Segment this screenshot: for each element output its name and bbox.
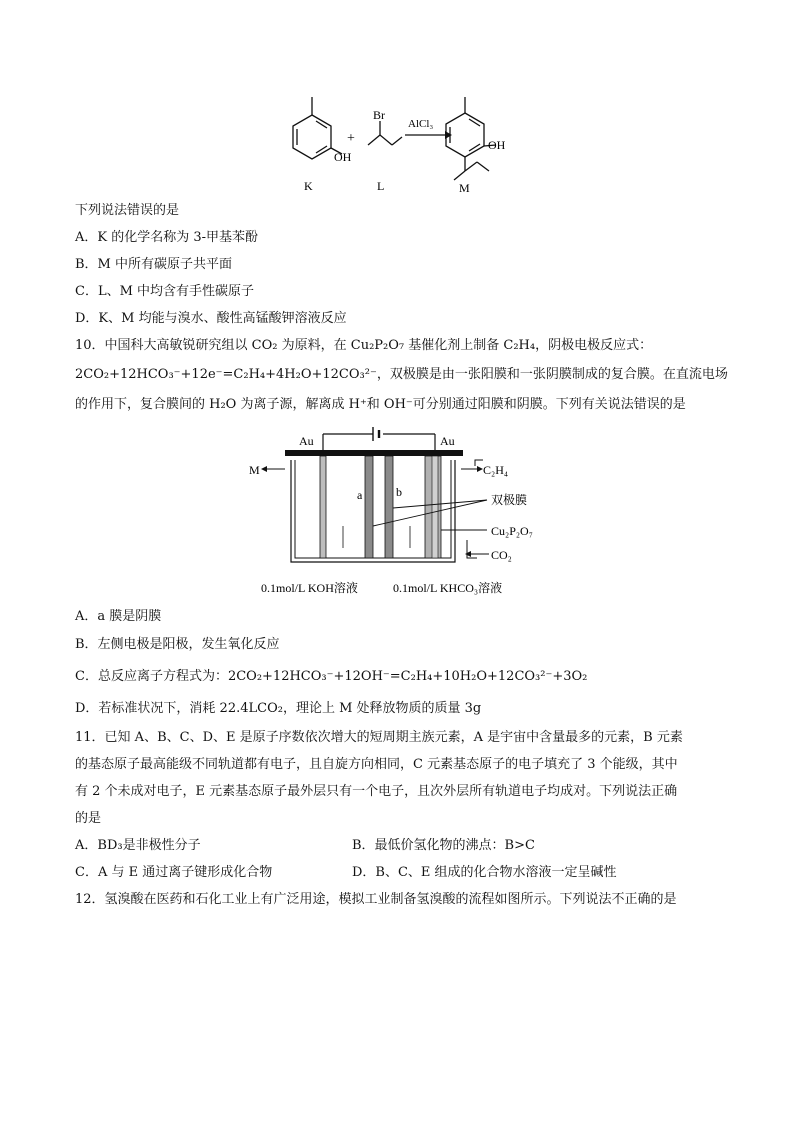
q12-line1: 12．氢溴酸在医药和石化工业上有广泛用途，模拟工业制备氢溴酸的流程如图所示。下列说法不正确的是 (75, 892, 677, 907)
q10-cathode-equation: 2CO₂+12HCO₃⁻+12e⁻=C₂H₄+4H₂O+12CO₃²⁻ (75, 367, 377, 382)
m-oh-label: OH (488, 138, 506, 152)
m-label: M (459, 181, 470, 195)
molecule-l (368, 121, 402, 145)
bipolar-membrane-label: 双极膜 (491, 493, 528, 507)
q11-line3: 有 2 个未成对电子，E 元素基态原子最外层只有一个电子，且次外层所有轨道电子均成对。下列说法正确 (75, 784, 678, 799)
q10-option-d: D．若标准状况下，消耗 22.4LCO₂，理论上 M 处释放物质的质量 3g (75, 701, 482, 716)
cell-lid (285, 450, 463, 456)
q9-option-b: B．M 中所有碳原子共平面 (75, 257, 232, 272)
q10-option-c: C．总反应离子方程式为：2CO₂+12HCO₃⁻+12OH⁻=C₂H₄+10H₂O+12CO₃²⁻+3O₂ (75, 669, 588, 684)
q10-option-a: A．a 膜是阴膜 (75, 609, 162, 624)
q11-option-c: C．A 与 E 通过离子键形成化合物 (75, 865, 273, 880)
k-oh-label: OH (334, 150, 352, 164)
q9-option-d: D．K、M 均能与溴水、酸性高锰酸钾溶液反应 (75, 311, 347, 326)
khco3-solution-label: 0.1mol/L KHCO₃溶液 (393, 581, 503, 595)
right-au-electrode (432, 456, 438, 558)
outlet-m-label: M (249, 463, 260, 477)
membrane-b-label: b (396, 485, 402, 499)
q11-option-a: A．BD₃是非极性分子 (75, 838, 201, 853)
k-label: K (304, 179, 313, 193)
c2h4-label: C₂H₄ (483, 463, 509, 477)
koh-solution-label: 0.1mol/L KOH溶液 (261, 581, 358, 595)
q11-option-d: D．B、C、E 组成的化合物水溶液一定呈碱性 (352, 865, 617, 880)
q11-line2: 的基态原子最高能级不同轨道都有电子，且自旋方向相同，C 元素基态原子的电子填充了 3 个能级，其中 (75, 757, 678, 772)
l-br-label: Br (373, 108, 385, 122)
co2-label: CO₂ (491, 548, 512, 562)
catalyst-label: AlCl₃ (408, 118, 434, 130)
plus-sign: + (347, 131, 355, 146)
membrane-a (365, 456, 373, 558)
left-au-electrode (320, 456, 326, 558)
electrolysis-cell-diagram (249, 422, 585, 597)
q11-line1: 11．已知 A、B、C、D、E 是原子序数依次增大的短周期主族元素，A 是宇宙中含量最多的元素，B 元素 (75, 730, 683, 745)
q9-stem: 下列说法错误的是 (75, 203, 180, 218)
catalyst-label-diagram: Cu₂P₂O₇ (491, 524, 533, 538)
reaction-scheme (0, 85, 800, 285)
q9-option-c: C．L、M 中均含有手性碳原子 (75, 284, 255, 299)
q10-line1: 10．中国科大高敏锐研究组以 CO₂ 为原料，在 Cu₂P₂O₇ 基催化剂上制备 C₂H₄，阴极电极反应式： (75, 338, 653, 353)
au-left-label: Au (299, 434, 314, 448)
q9-option-a: A．K 的化学名称为 3-甲基苯酚 (75, 230, 259, 245)
q10-line2-tail: ，双极膜是由一张阳膜和一张阴膜制成的复合膜。在直流电场 (376, 367, 728, 382)
q10-option-b: B．左侧电极是阳极，发生氧化反应 (75, 637, 280, 652)
membrane-a-label: a (357, 488, 363, 502)
q10-line3: 的作用下，复合膜间的 H₂O 为离子源，解离成 H⁺和 OH⁻可分别通过阳膜和阴膜。下列有关说法错误的是 (75, 397, 686, 412)
membrane-b (385, 456, 393, 558)
q11-line4: 的是 (75, 811, 102, 826)
q11-option-b: B．最低价氢化物的沸点：B>C (352, 838, 535, 853)
q10-line2 (75, 366, 728, 384)
au-right-label: Au (440, 434, 455, 448)
l-label: L (377, 179, 385, 193)
